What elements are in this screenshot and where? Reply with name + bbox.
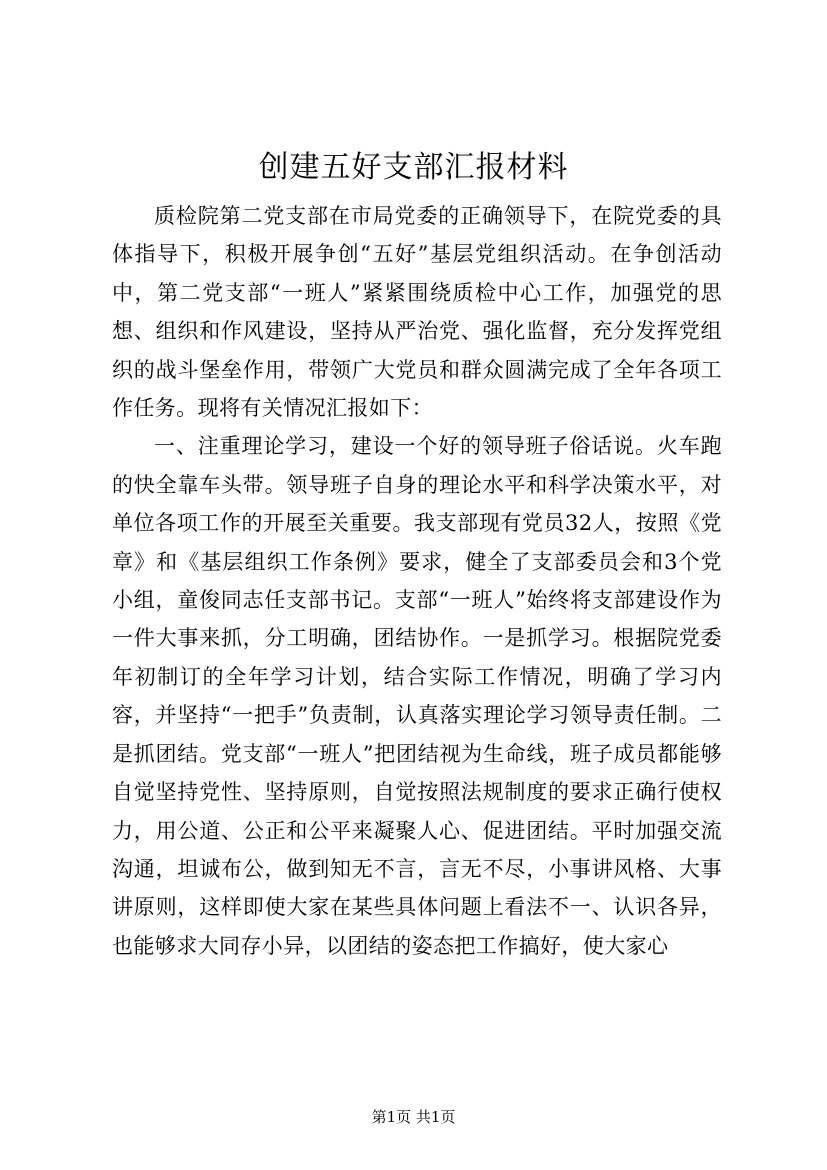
document-body xyxy=(112,197,722,965)
document-title: 创建五好支部汇报材料 xyxy=(258,150,569,185)
paragraph-intro: 质检院第二党支部在市局党委的正确领导下，在院党委的具体指导下，积极开展争创“五好”基层党组织活动。在争创活动中，第二党支部“一班人”紧紧围绕质检中心工作，加强党的思想、组织和作风建设，坚持从严治党、强化监督，充分发挥党组织的战斗堡垒作用，带领广大党员和群众圆满完成了全年各项工作任务。现将有关情况汇报如下： xyxy=(112,204,722,421)
paragraph-section-one: 一、注重理论学习，建设一个好的领导班子俗话说。火车跑的快全靠车头带。领导班子自身的理论水平和科学决策水平，对单位各项工作的开展至关重要。我支部现有党员32人，按照《党章》和《基层组织工作条例》要求，健全了支部委员会和3个党小组，童俊同志任支部书记。支部“一班人”始终将支部建设作为一件大事来抓，分工明确，团结协作。一是抓学习。根据院党委年初制订的全年学习计划，结合实际工作情况，明确了学习内容，并坚持“一把手”负责制，认真落实理论学习领导责任制。二是抓团结。党支部“一班人”把团结视为生命线，班子成员都能够自觉坚持党性、坚持原则，自觉按照法规制度的要求正确行使权力，用公道、公正和公平来凝聚人心、促进团结。平时加强交流沟通，坦诚布公，做到知无不言，言无不尽，小事讲风格、大事讲原则，这样即使大家在某些具体问题上看法不一、认识各异，也能够求大同存小异，以团结的姿态把工作搞好，使大家心 xyxy=(112,434,722,958)
page-number-footer: 第1页 共1页 xyxy=(371,1108,456,1126)
